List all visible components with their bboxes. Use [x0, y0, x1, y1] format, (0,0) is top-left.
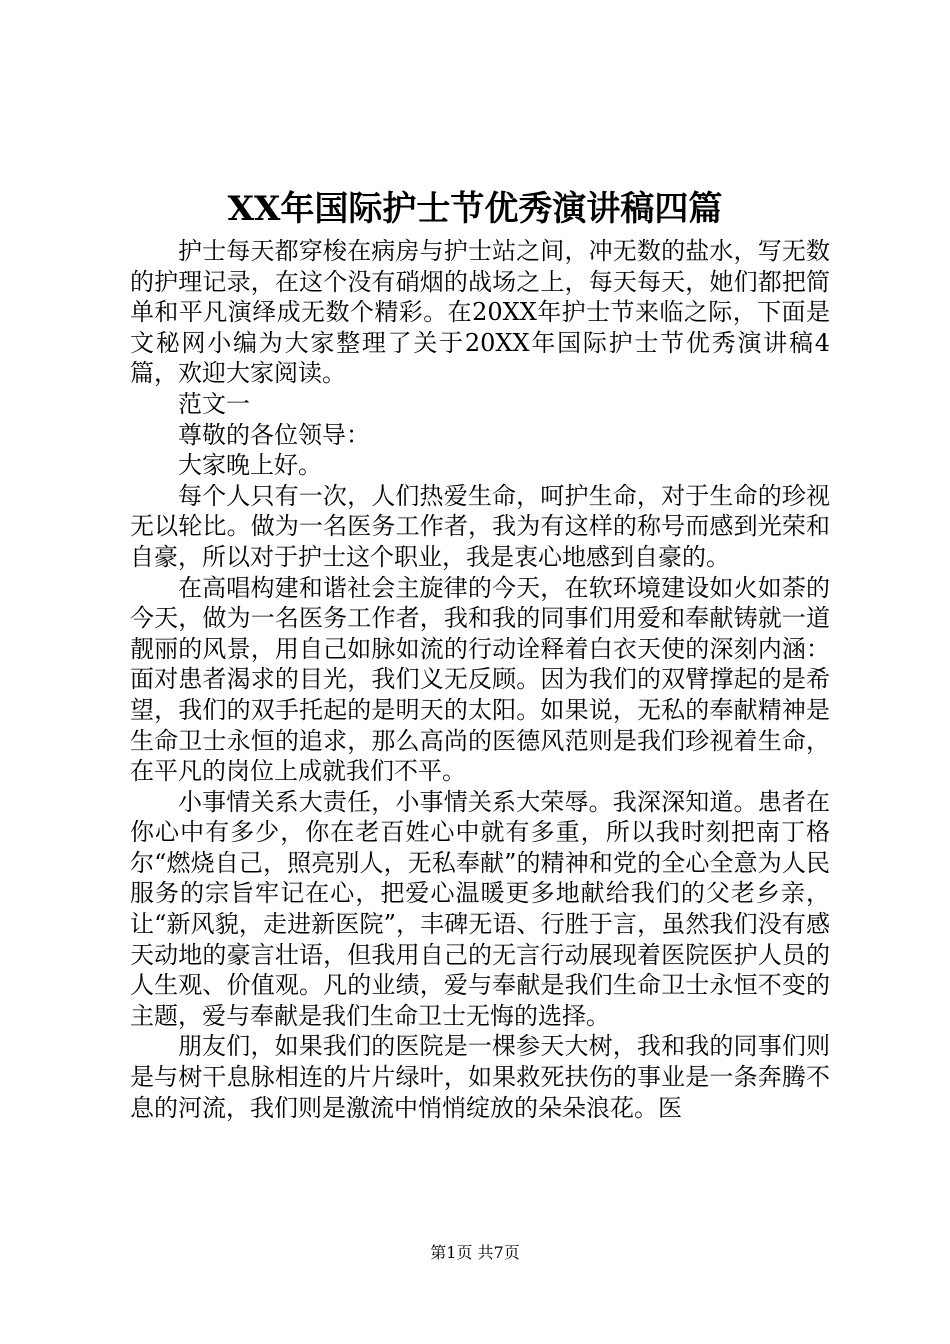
- document-body: [130, 236, 830, 1123]
- paragraph-intro: 护士每天都穿梭在病房与护士站之间，冲无数的盐水，写无数的护理记录，在这个没有硝烟的战场之上，每天每天，她们都把简单和平凡演绎成无数个精彩。在20XX年护士节来临之际，下面是文秘网小编为大家整理了关于20XX年国际护士节优秀演讲稿4篇，欢迎大家阅读。: [130, 237, 830, 388]
- paragraph-body: 在高唱构建和谐社会主旋律的今天，在软环境建设如火如荼的今天，做为一名医务工作者，我和我的同事们用爱和奉献铸就一道靓丽的风景，用自己如脉如流的行动诠释着白衣天使的深刻内涵：面对患者渴求的目光，我们义无反顾。因为我们的双臂撑起的是希望，我们的双手托起的是明天的太阳。如果说，无私的奉献精神是生命卫士永恒的追求，那么高尚的医德风范则是我们珍视着生命，在平凡的岗位上成就我们不平。: [130, 573, 830, 786]
- paragraph-salutation: 尊敬的各位领导：: [178, 420, 370, 449]
- paragraph-body: 小事情关系大责任，小事情关系大荣辱。我深深知道。患者在你心中有多少，你在老百姓心中就有多重，所以我时刻把南丁格尔“燃烧自己，照亮别人，无私奉献”的精神和党的全心全意为人民服务的宗旨牢记在心，把爱心温暖更多地献给我们的父老乡亲，让“新风貌，走进新医院”，丰碑无语、行胜于言，虽然我们没有感天动地的豪言壮语，但我用自己的无言行动展现着医院医护人员的人生观、价值观。凡的业绩，爱与奉献是我们生命卫士永恒不变的主题，爱与奉献是我们生命卫士无悔的选择。: [130, 787, 830, 1030]
- page-footer: 第1页 共7页: [430, 1243, 520, 1262]
- paragraph-greeting: 大家晚上好。: [178, 451, 322, 480]
- paragraph-body: 每个人只有一次，人们热爱生命，呵护生命，对于生命的珍视无以轮比。做为一名医务工作者，我为有这样的称号而感到光荣和自豪，所以对于护士这个职业，我是衷心地感到自豪的。: [130, 481, 830, 571]
- document-title: XX年国际护士节优秀演讲稿四篇: [227, 189, 723, 229]
- paragraph-body: 朋友们，如果我们的医院是一棵参天大树，我和我的同事们则是与树干息脉相连的片片绿叶，如果救死扶伤的事业是一条奔腾不息的河流，我们则是激流中悄悄绽放的朵朵浪花。医: [130, 1032, 830, 1122]
- paragraph-sample-heading: 范文一: [178, 389, 250, 418]
